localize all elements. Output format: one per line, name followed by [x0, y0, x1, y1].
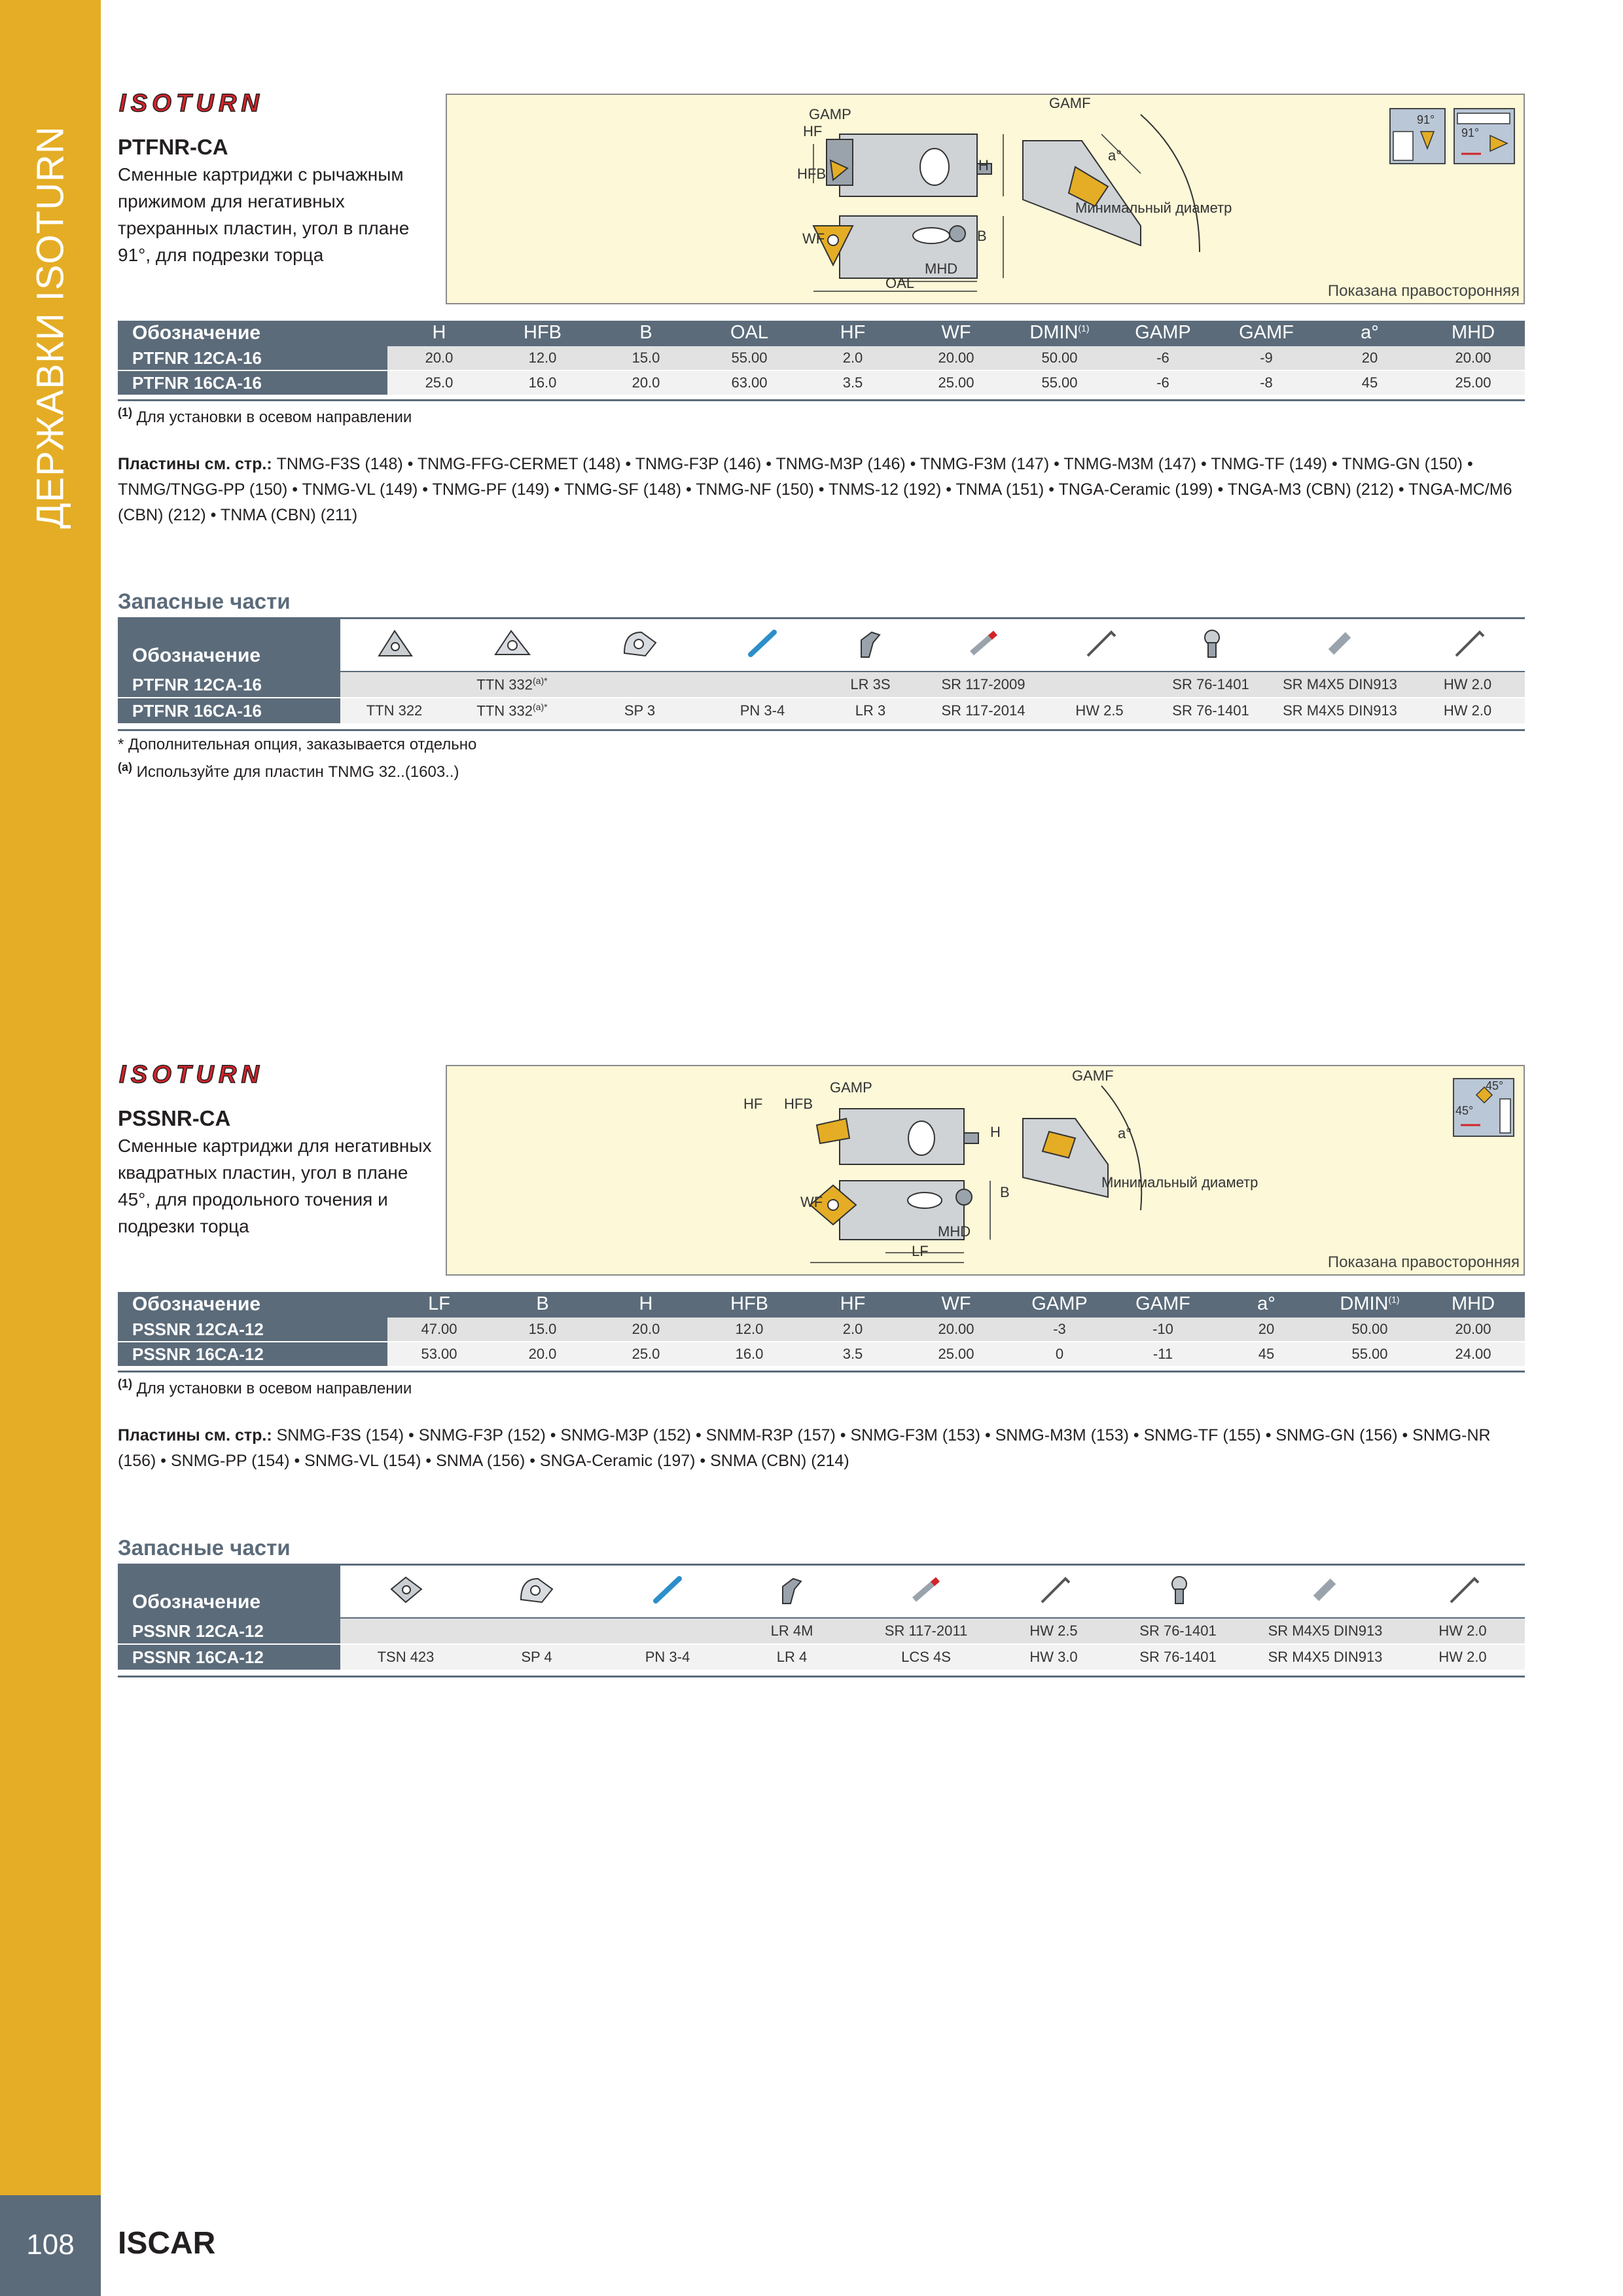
table-bottom-rule — [118, 1371, 1525, 1372]
cell: 24.00 — [1421, 1342, 1525, 1367]
spares-table-1 — [118, 619, 1525, 725]
col-header: HFB — [698, 1292, 801, 1317]
label-gamp: GAMP — [830, 1079, 872, 1096]
cell: 20.0 — [387, 346, 491, 370]
clamp-screw-icon — [1106, 1566, 1250, 1618]
cell: 45 — [1215, 1342, 1318, 1367]
spares-header-label: Обозначение — [118, 1566, 340, 1618]
cell: 50.00 — [1318, 1317, 1421, 1342]
col-header: MHD — [1421, 321, 1525, 346]
cell: 25.00 — [904, 1342, 1008, 1367]
shim-icon — [340, 619, 448, 672]
cell — [1047, 672, 1152, 698]
cell: 25.0 — [387, 370, 491, 395]
product-description: Сменные картриджи для негативных квадратных пластин, угол в плане 45°, для продольного точения и подрезки торца — [118, 1136, 432, 1236]
col-header: HFB — [491, 321, 594, 346]
cell: 53.00 — [387, 1342, 491, 1367]
diagram-box — [446, 1065, 1525, 1276]
cell — [576, 672, 704, 698]
cell: SP 3 — [576, 698, 704, 724]
cell: SR 76-1401 — [1106, 1644, 1250, 1670]
isoturn-logo — [118, 90, 262, 115]
product-description: Сменные картриджи с рычажным прижимом для негативных трехранных пластин, угол в плане 91°, для подрезки торца — [118, 164, 410, 265]
cell: SR 117-2014 — [919, 698, 1047, 724]
cell: 25.00 — [904, 370, 1008, 395]
angle-label-2: 91° — [1461, 126, 1480, 139]
pin-icon — [602, 1566, 733, 1618]
row-designation: PSSNR 16CA-12 — [118, 1644, 340, 1670]
spares-icon-row — [118, 1566, 1525, 1618]
cell: LR 3 — [821, 698, 919, 724]
label-h: H — [978, 157, 989, 173]
label-mhd: MHD — [938, 1223, 971, 1240]
spec-table-1 — [118, 321, 1525, 396]
cell: 20.0 — [594, 370, 698, 395]
label-gamp: GAMP — [809, 106, 851, 122]
row-designation: PTFNR 16CA-16 — [118, 698, 340, 724]
angle-icon-1 — [1389, 108, 1446, 164]
spares-header-label: Обозначение — [118, 619, 340, 672]
cell: 16.0 — [491, 370, 594, 395]
cell: 45 — [1318, 370, 1421, 395]
cell: 55.00 — [1318, 1342, 1421, 1367]
col-header: H — [387, 321, 491, 346]
hex-key-icon — [1400, 1566, 1525, 1618]
cell: SR M4X5 DIN913 — [1250, 1618, 1400, 1644]
holder-top-view — [817, 1109, 978, 1164]
cell — [602, 1618, 733, 1644]
label-h: H — [990, 1124, 1001, 1140]
cell — [471, 1618, 602, 1644]
inserts-list: SNMG-F3S (154) • SNMG-F3P (152) • SNMG-M3P (152) • SNMM-R3P (157) • SNMG-F3M (153) • SNMG-M3M (153) • SNMG-TF (155) • SNMG-GN (156) • SNMG-NR (156) • SNMG-PP (154) • SNMG-VL (154) • SNMA (156) • SNGA-Ceramic (197) • SNMA (CBN) (214) — [118, 1426, 1491, 1470]
cell: LR 4 — [733, 1644, 851, 1670]
cell: PN 3-4 — [704, 698, 821, 724]
col-header: H — [594, 1292, 698, 1317]
footer-brand: ISCAR — [118, 2226, 216, 2261]
label-b: B — [1000, 1184, 1010, 1200]
product-title: PSSNR-CA — [118, 1106, 231, 1130]
cell: -6 — [1111, 346, 1215, 370]
cell: 20 — [1318, 346, 1421, 370]
cell: TSN 423 — [340, 1644, 471, 1670]
cell: SR M4X5 DIN913 — [1270, 672, 1410, 698]
label-a: a° — [1118, 1125, 1132, 1141]
label-gamf: GAMF — [1072, 1067, 1114, 1084]
cell: 2.0 — [801, 1317, 904, 1342]
label-hf: HF — [803, 123, 823, 139]
shown-right-hand: Показана правосторонняя — [1327, 282, 1520, 300]
cell: LR 3S — [821, 672, 919, 698]
hex-key-icon — [1047, 619, 1152, 672]
cell: -3 — [1008, 1317, 1111, 1342]
cell: 20.0 — [594, 1317, 698, 1342]
angle-label-1: 45° — [1486, 1079, 1504, 1092]
cell: HW 2.0 — [1410, 672, 1525, 698]
clamp-icon — [471, 1566, 602, 1618]
cell: SR 117-2009 — [919, 672, 1047, 698]
clamp-icon — [576, 619, 704, 672]
col-header: a° — [1318, 321, 1421, 346]
footnote: $^{(1)}$ Для установки в осевом направлении — [118, 1377, 412, 1397]
set-screw-icon — [1270, 619, 1410, 672]
table-row — [118, 1618, 1525, 1644]
table-bottom-rule — [118, 399, 1525, 401]
spares-icon-row — [118, 619, 1525, 672]
label-oal: OAL — [885, 275, 915, 291]
table-row — [118, 1644, 1525, 1670]
clamp-screw-icon — [1152, 619, 1270, 672]
col-header-dmin: DMIN$^{(1)}$ — [1008, 321, 1111, 346]
col-designation: Обозначение — [118, 1292, 387, 1317]
cell: 20.0 — [491, 1342, 594, 1367]
cell — [340, 1618, 471, 1644]
table-bottom-rule — [118, 1676, 1525, 1677]
cell: HW 2.5 — [1001, 1618, 1106, 1644]
cell — [340, 672, 448, 698]
angle-icon-2 — [1454, 108, 1515, 164]
row-designation: PTFNR 12CA-16 — [118, 346, 387, 370]
spec-table-2 — [118, 1292, 1525, 1367]
table-row — [118, 370, 1525, 395]
spare-parts-title: Запасные части — [118, 589, 291, 613]
col-header: WF — [904, 1292, 1008, 1317]
cell: -10 — [1111, 1317, 1215, 1342]
cell: -11 — [1111, 1342, 1215, 1367]
row-designation: PTFNR 16CA-16 — [118, 370, 387, 395]
cell: 0 — [1008, 1342, 1111, 1367]
col-header: HF — [801, 321, 904, 346]
holder-side-view — [810, 1181, 990, 1263]
table-row — [118, 346, 1525, 370]
table-bottom-rule — [118, 729, 1525, 731]
cell: 20 — [1215, 1317, 1318, 1342]
cell: 3.5 — [801, 370, 904, 395]
inserts-label: Пластины см. стр.: — [118, 1426, 272, 1444]
isoturn-logo — [118, 1062, 262, 1086]
table-row — [118, 698, 1525, 724]
table-header-row — [118, 1292, 1525, 1317]
cell: SR 117-2011 — [851, 1618, 1001, 1644]
angle-icon — [1453, 1078, 1514, 1137]
shim-icon — [340, 1566, 471, 1618]
spare-parts-title: Запасные части — [118, 1535, 291, 1560]
cell: SR M4X5 DIN913 — [1250, 1644, 1400, 1670]
insert-clamp-icon — [448, 619, 576, 672]
cell: 16.0 — [698, 1342, 801, 1367]
cell: 12.0 — [491, 346, 594, 370]
hex-key-icon — [1410, 619, 1525, 672]
label-hf: HF — [743, 1096, 763, 1112]
col-header: B — [594, 321, 698, 346]
col-header: a° — [1215, 1292, 1318, 1317]
col-header: GAMP — [1008, 1292, 1111, 1317]
product-title: PTFNR-CA — [118, 135, 228, 159]
col-header: B — [491, 1292, 594, 1317]
cell: 2.0 — [801, 346, 904, 370]
cell: -6 — [1111, 370, 1215, 395]
cell: HW 2.0 — [1400, 1618, 1525, 1644]
cell: 55.00 — [698, 346, 801, 370]
lever-icon — [821, 619, 919, 672]
cell: 47.00 — [387, 1317, 491, 1342]
row-designation: PSSNR 16CA-12 — [118, 1342, 387, 1367]
cell: SR 76-1401 — [1152, 698, 1270, 724]
cell: SP 4 — [471, 1644, 602, 1670]
screw-icon — [851, 1566, 1001, 1618]
cell: HW 3.0 — [1001, 1644, 1106, 1670]
note-optional: * Дополнительная опция, заказывается отдельно — [118, 736, 477, 753]
col-header-dmin: DMIN$^{(1)}$ — [1318, 1292, 1421, 1317]
cell: HW 2.0 — [1410, 698, 1525, 724]
cell: 15.0 — [491, 1317, 594, 1342]
cell: SR 76-1401 — [1152, 672, 1270, 698]
cell: 20.00 — [1421, 1317, 1525, 1342]
col-designation: Обозначение — [118, 321, 387, 346]
cell: LR 4M — [733, 1618, 851, 1644]
label-wf: WF — [802, 230, 825, 247]
col-header: OAL — [698, 321, 801, 346]
pin-icon — [704, 619, 821, 672]
label-hfb: HFB — [784, 1096, 813, 1112]
col-header: MHD — [1421, 1292, 1525, 1317]
row-designation: PTFNR 12CA-16 — [118, 672, 340, 698]
tool-drawing — [447, 95, 1524, 303]
cell: 12.0 — [698, 1317, 801, 1342]
inserts-label: Пластины см. стр.: — [118, 455, 272, 473]
page-number: 108 — [26, 2229, 75, 2261]
cell: LCS 4S — [851, 1644, 1001, 1670]
table-row — [118, 1317, 1525, 1342]
hex-key-icon — [1001, 1566, 1106, 1618]
shown-right-hand: Показана правосторонняя — [1327, 1253, 1520, 1271]
note-a: $^{(a)}$ Используйте для пластин TNMG 32..(1603..) — [118, 761, 459, 781]
angle-label-1: 91° — [1417, 113, 1435, 126]
row-designation: PSSNR 12CA-12 — [118, 1618, 340, 1644]
holder-face-view — [1023, 1086, 1141, 1210]
holder-top-view — [827, 134, 991, 196]
cell: 63.00 — [698, 370, 801, 395]
cell: 3.5 — [801, 1342, 904, 1367]
inserts-reference — [118, 1423, 1525, 1474]
cell: -8 — [1215, 370, 1318, 395]
table-header-row — [118, 321, 1525, 346]
cell: -9 — [1215, 346, 1318, 370]
col-header: WF — [904, 321, 1008, 346]
col-header: HF — [801, 1292, 904, 1317]
label-b: B — [977, 228, 987, 244]
cell: SR 76-1401 — [1106, 1618, 1250, 1644]
label-gamf: GAMF — [1049, 95, 1091, 111]
holder-face-view — [1023, 115, 1200, 252]
set-screw-icon — [1250, 1566, 1400, 1618]
cell: TTN $332^{(a)*}$ — [448, 672, 576, 698]
inserts-list: TNMG-F3S (148) • TNMG-FFG-CERMET (148) • TNMG-F3P (146) • TNMG-M3P (146) • TNMG-F3M (147) • TNMG-M3M (147) • TNMG-TF (149) • TNMG-GN (150) • TNMG/TNGG-PP (150) • TNMG-VL (149) • TNMG-PF (149) • TNMG-SF (148) • TNMG-NF (150) • TNMS-12 (192) • TNMA (151) • TNGA-Ceramic (199) • TNGA-M3 (CBN) (212) • TNGA-MC/M6 (CBN) (212) • TNMA (CBN) (211) — [118, 455, 1512, 524]
cell: 25.0 — [594, 1342, 698, 1367]
screw-icon — [919, 619, 1047, 672]
cell: HW 2.5 — [1047, 698, 1152, 724]
label-lf: LF — [912, 1243, 929, 1259]
label-mhd: MHD — [925, 260, 958, 277]
table-row — [118, 1342, 1525, 1367]
cell: 15.0 — [594, 346, 698, 370]
logo-text: ISOTURN — [119, 90, 259, 115]
label-wf: WF — [800, 1194, 823, 1210]
row-designation: PSSNR 12CA-12 — [118, 1317, 387, 1342]
cell: PN 3-4 — [602, 1644, 733, 1670]
col-header: LF — [387, 1292, 491, 1317]
lever-icon — [733, 1566, 851, 1618]
cell: 25.00 — [1421, 370, 1525, 395]
cell: TTN 322 — [340, 698, 448, 724]
angle-label-2: 45° — [1455, 1104, 1474, 1117]
cell: 20.00 — [904, 346, 1008, 370]
spares-table-2 — [118, 1566, 1525, 1671]
cell — [704, 672, 821, 698]
cell: SR M4X5 DIN913 — [1270, 698, 1410, 724]
label-hfb: HFB — [797, 166, 826, 182]
tool-drawing — [447, 1066, 1524, 1274]
cell: 20.00 — [1421, 346, 1525, 370]
col-header: GAMF — [1215, 321, 1318, 346]
cell: HW 2.0 — [1400, 1644, 1525, 1670]
cell: TTN $332^{(a)*}$ — [448, 698, 576, 724]
table-row — [118, 672, 1525, 698]
cell: 20.00 — [904, 1317, 1008, 1342]
cell: 50.00 — [1008, 346, 1111, 370]
diagram-box — [446, 94, 1525, 304]
inserts-reference — [118, 452, 1525, 528]
footnote: $^{(1)}$ Для установки в осевом направлении — [118, 406, 412, 426]
label-min-diameter: Минимальный диаметр — [1101, 1174, 1258, 1191]
col-header: GAMP — [1111, 321, 1215, 346]
label-min-diameter: Минимальный диаметр — [1075, 200, 1232, 216]
sidebar-title: ДЕРЖАВКИ ISOTURN — [29, 126, 72, 529]
logo-text: ISOTURN — [119, 1062, 259, 1086]
label-a: a° — [1108, 147, 1122, 164]
col-header: GAMF — [1111, 1292, 1215, 1317]
cell: 55.00 — [1008, 370, 1111, 395]
